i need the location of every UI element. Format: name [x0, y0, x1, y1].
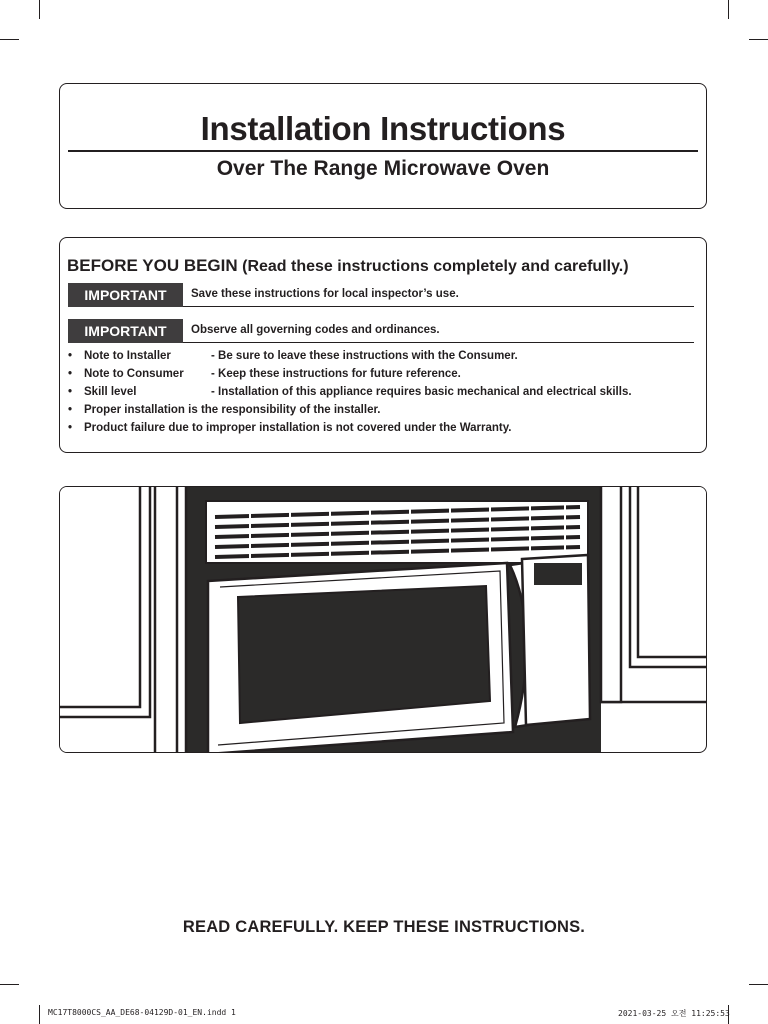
title-divider — [68, 150, 698, 152]
bullet-key: Note to Installer — [84, 350, 171, 362]
crop-mark — [0, 39, 19, 40]
bullet-key: Proper installation is the responsibility of the installer. — [84, 404, 381, 416]
print-slug-datetime: 2021-03-25 오전 11:25:53 — [618, 1009, 730, 1018]
important-label: IMPORTANT — [68, 283, 183, 307]
bullet-value: - Be sure to leave these instructions with the Consumer. — [211, 350, 518, 362]
crop-mark — [749, 984, 768, 985]
bullet-key: Skill level — [84, 386, 137, 398]
important-text: Observe all governing codes and ordinances. — [191, 324, 440, 336]
heading-main: BEFORE YOU BEGIN — [67, 256, 238, 275]
important-divider — [183, 306, 694, 307]
bullet-dot: • — [68, 422, 73, 434]
bullet-key: Product failure due to improper installation is not covered under the Warranty. — [84, 422, 512, 434]
important-divider — [183, 342, 694, 343]
crop-mark — [39, 0, 40, 19]
print-slug-file: MC17T8000CS_AA_DE68-04129D-01_EN.indd 1 — [48, 1008, 236, 1017]
footer-note: READ CAREFULLY. KEEP THESE INSTRUCTIONS. — [182, 918, 586, 936]
microwave-illustration — [59, 486, 707, 753]
bullet-dot: • — [68, 350, 73, 362]
important-label: IMPORTANT — [68, 319, 183, 343]
heading-note: (Read these instructions completely and carefully.) — [242, 258, 629, 275]
left-cabinet — [60, 487, 186, 753]
microwave-door — [208, 563, 513, 753]
important-row — [68, 283, 694, 307]
crop-mark — [39, 1005, 40, 1024]
crop-mark — [728, 0, 729, 19]
page-subtitle: Over The Range Microwave Oven — [216, 157, 550, 180]
bullet-dot: • — [68, 368, 73, 380]
important-text: Save these instructions for local inspector’s use. — [191, 288, 459, 300]
bullet-dot: • — [68, 404, 73, 416]
vent-grille — [206, 501, 588, 563]
control-panel — [522, 555, 590, 725]
bullet-value: - Keep these instructions for future reference. — [211, 368, 461, 380]
important-row — [68, 319, 694, 343]
bullet-value: - Installation of this appliance requires basic mechanical and electrical skills. — [211, 386, 632, 398]
bullet-key: Note to Consumer — [84, 368, 184, 380]
crop-mark — [749, 39, 768, 40]
crop-mark — [0, 984, 19, 985]
before-you-begin-box — [59, 237, 707, 453]
bullet-dot: • — [68, 386, 73, 398]
microwave-oven-illustration — [60, 487, 707, 753]
before-you-begin-heading — [67, 256, 629, 276]
right-cabinet — [601, 487, 707, 702]
title-box — [59, 83, 707, 209]
page-title: Installation Instructions — [200, 110, 566, 147]
